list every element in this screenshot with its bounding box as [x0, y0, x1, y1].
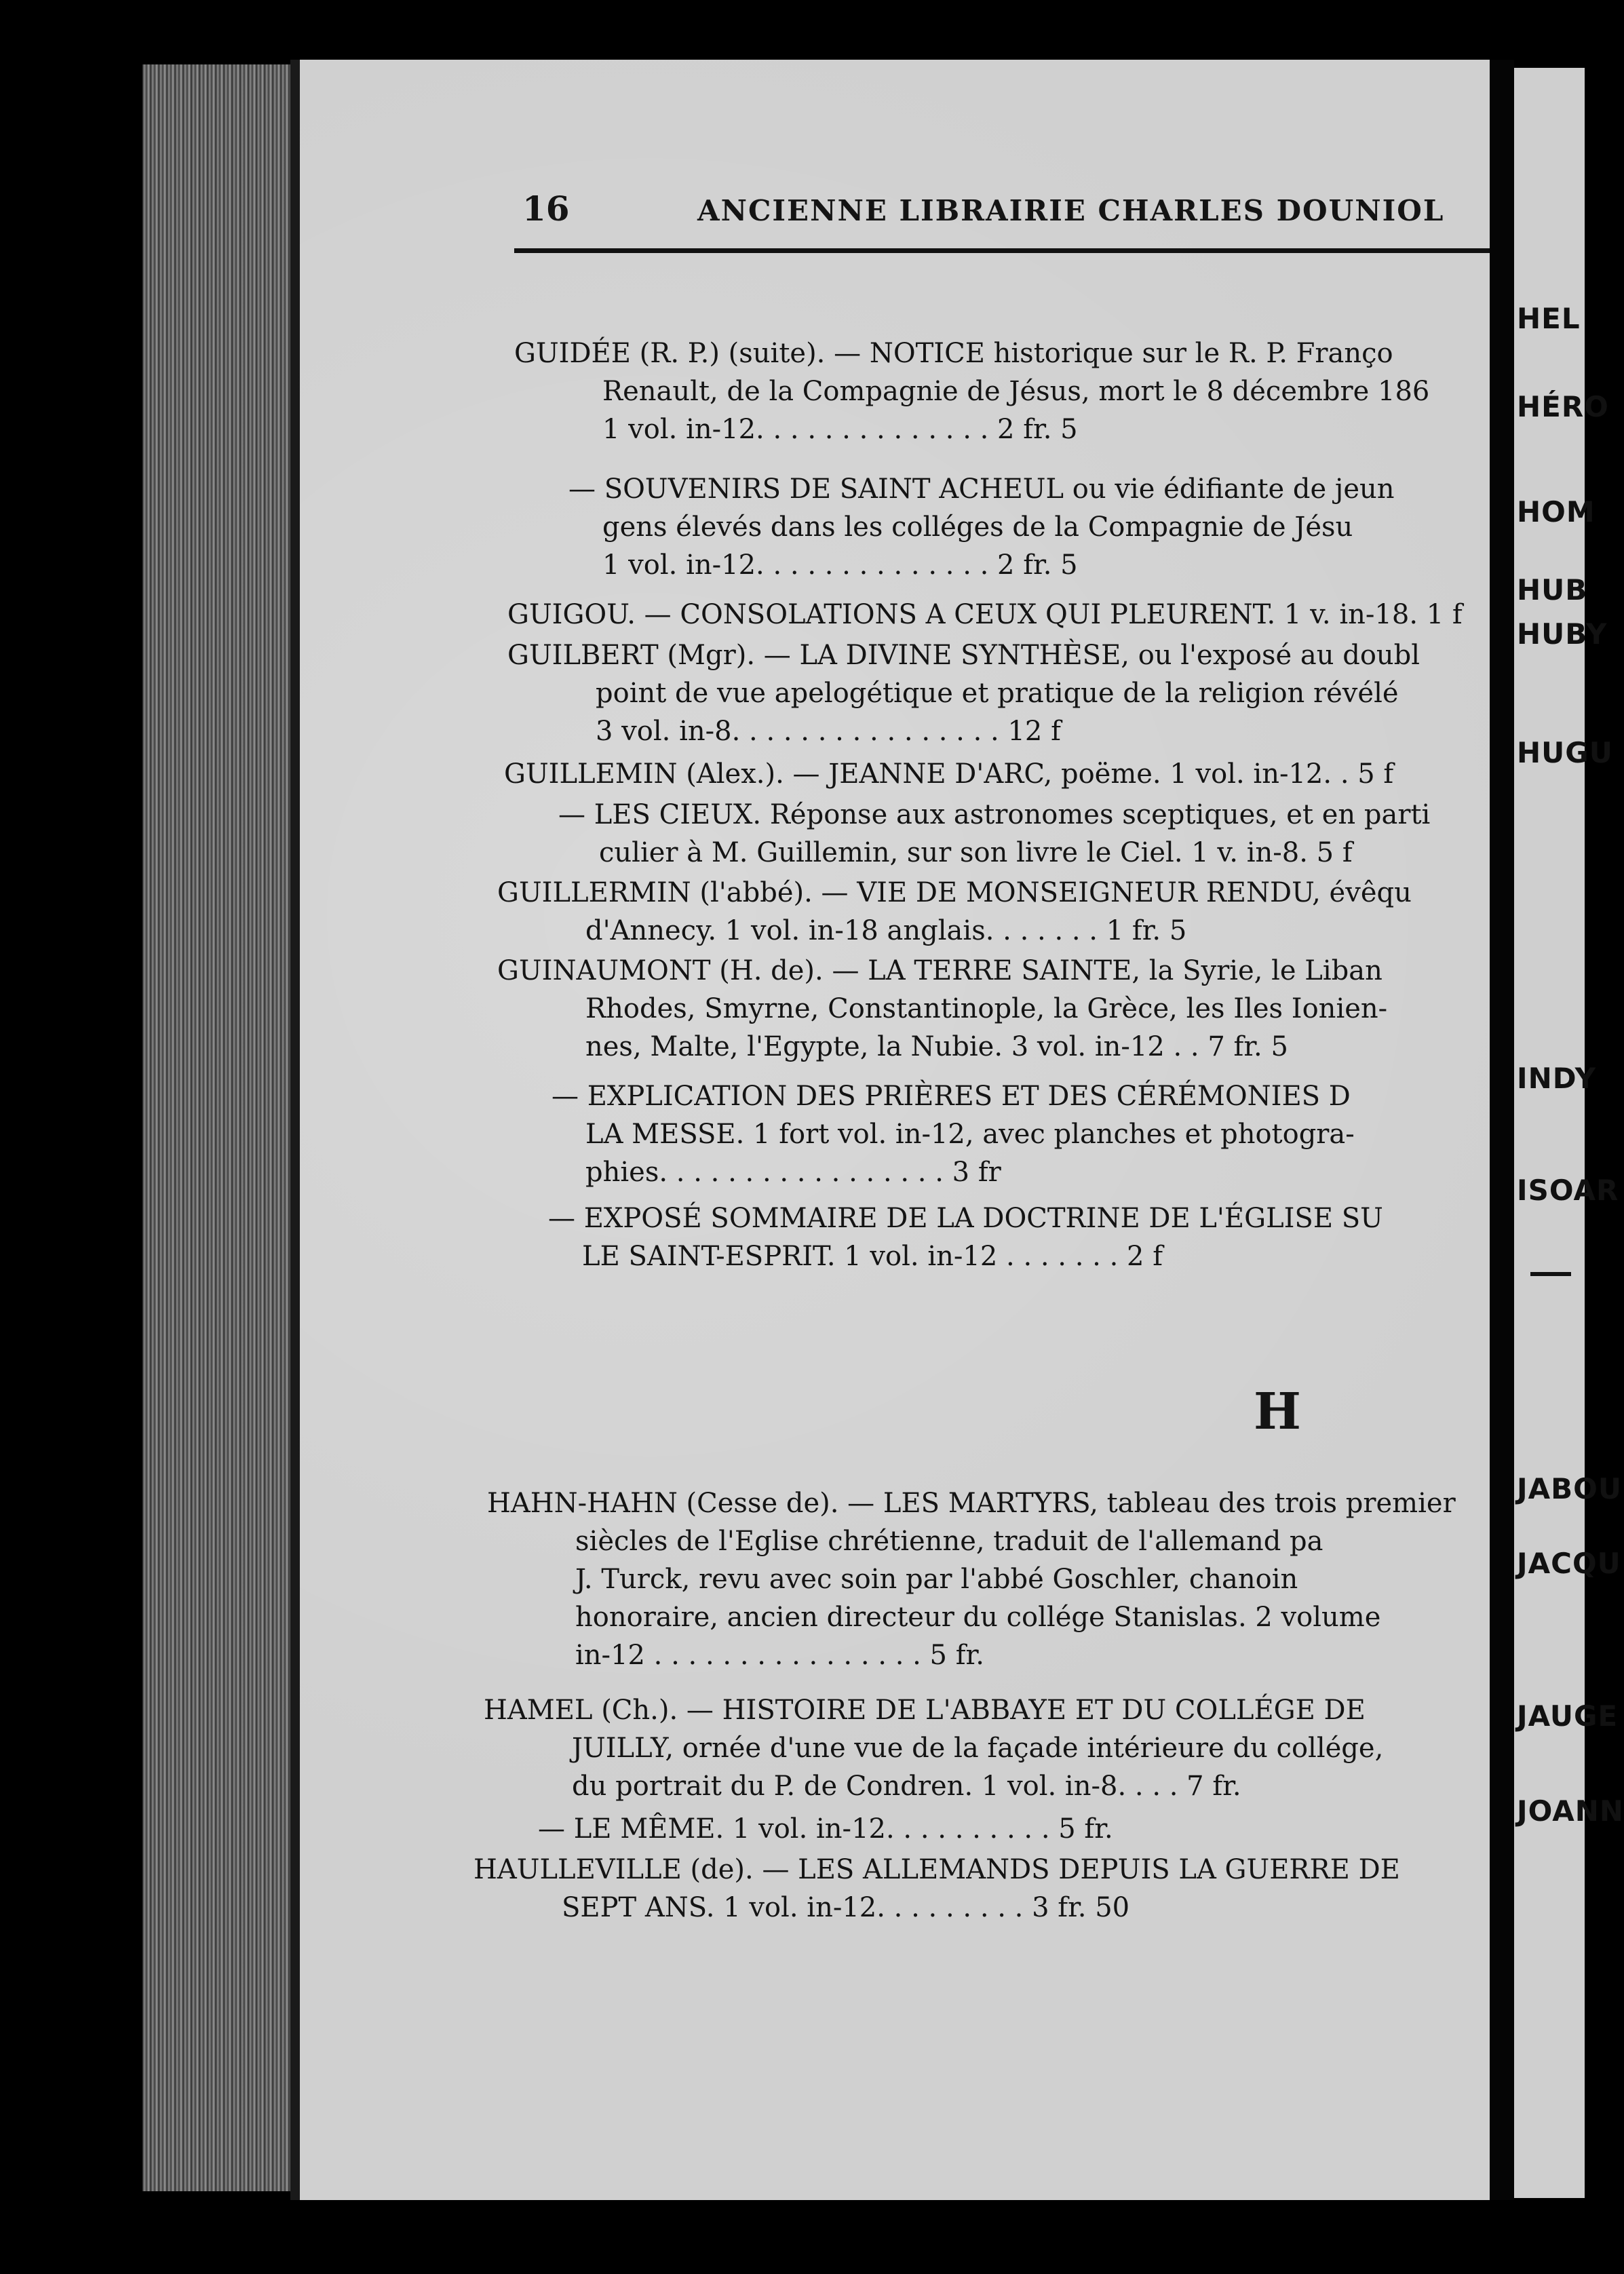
entry-line: — SOUVENIRS DE SAINT ACHEUL ou vie édifiante de jeun	[568, 474, 1395, 505]
entry-line: point de vue apelogétique et pratique de la religion révélé	[596, 678, 1399, 709]
adjacent-word: INDY	[1517, 1062, 1596, 1095]
entry-line: Renault, de la Compagnie de Jésus, mort le 8 décembre 186	[602, 376, 1430, 407]
entry-line: SEPT ANS. 1 vol. in-12. . . . . . . . . 3 fr. 50	[562, 1892, 1130, 1923]
adjacent-word: HUBY	[1517, 617, 1608, 651]
entry-line: phies. . . . . . . . . . . . . . . . . 3 fr	[585, 1157, 1001, 1188]
entry-line: 1 vol. in-12. . . . . . . . . . . . . . 2 fr. 5	[602, 550, 1078, 581]
entry-line: GUILBERT (Mgr). — LA DIVINE SYNTHÈSE, ou l'exposé au doubl	[507, 640, 1420, 671]
entry-line: JUILLY, ornée d'une vue de la façade intérieure du collége,	[572, 1733, 1384, 1764]
adjacent-page	[1514, 68, 1624, 2198]
adjacent-word: ISOAR	[1517, 1174, 1619, 1207]
entry-line: GUILLERMIN (l'abbé). — VIE DE MONSEIGNEUR RENDU, évêqu	[497, 877, 1412, 908]
entry-line: d'Annecy. 1 vol. in-18 anglais. . . . . . . 1 fr. 5	[585, 915, 1187, 946]
entry-le-meme	[538, 1810, 1113, 1848]
adjacent-word: HOM	[1517, 495, 1596, 528]
entry-expose-sommaire	[548, 1199, 1383, 1275]
adjacent-word: HÉRO	[1517, 390, 1609, 423]
page-left-edge	[290, 60, 300, 2200]
entry-explication-prieres	[552, 1077, 1355, 1191]
entry-line: GUINAUMONT (H. de). — LA TERRE SAINTE, la Syrie, le Liban	[497, 955, 1383, 986]
catalog-page	[290, 60, 1490, 2200]
section-letter: H	[1254, 1383, 1301, 1441]
adjacent-dash	[1530, 1272, 1571, 1276]
header-rule	[514, 248, 1494, 253]
entry-line: — EXPOSÉ SOMMAIRE DE LA DOCTRINE DE L'ÉGLISE SU	[548, 1203, 1383, 1234]
entry-line: GUILLEMIN (Alex.). — JEANNE D'ARC, poëme. 1 vol. in-12. . 5 f	[504, 758, 1394, 790]
entry-line: HAHN-HAHN (Cesse de). — LES MARTYRS, tableau des trois premier	[487, 1488, 1456, 1519]
entry-line: siècles de l'Eglise chrétienne, traduit de l'allemand pa	[575, 1526, 1323, 1557]
book-page-stack	[142, 64, 293, 2191]
entry-souvenirs-saint-acheul	[568, 470, 1395, 584]
entry-haulleville	[473, 1851, 1400, 1927]
entry-line: HAULLEVILLE (de). — LES ALLEMANDS DEPUIS LA GUERRE DE	[473, 1854, 1400, 1885]
page-number: 16	[522, 189, 570, 229]
entry-line: in-12 . . . . . . . . . . . . . . . . 5 fr.	[575, 1640, 984, 1671]
entry-line: culier à M. Guillemin, sur son livre le Ciel. 1 v. in-8. 5 f	[599, 837, 1353, 868]
entry-hahn-hahn	[487, 1484, 1456, 1674]
entry-guilbert	[507, 636, 1420, 750]
adjacent-word: JOANN	[1517, 1794, 1624, 1828]
entry-line: 3 vol. in-8. . . . . . . . . . . . . . . . 12 f	[596, 716, 1061, 747]
entry-line: du portrait du P. de Condren. 1 vol. in-8. . . . 7 fr.	[572, 1771, 1241, 1802]
entry-line: — LES CIEUX. Réponse aux astronomes sceptiques, et en parti	[558, 799, 1431, 830]
adjacent-word: JACQU	[1517, 1547, 1621, 1580]
book-gutter	[1490, 60, 1514, 2200]
entry-guillermin	[497, 874, 1412, 950]
entry-line: LE SAINT-ESPRIT. 1 vol. in-12 . . . . . . . 2 f	[582, 1241, 1163, 1272]
entry-line: GUIDÉE (R. P.) (suite). — NOTICE historique sur le R. P. Franço	[514, 338, 1393, 369]
entry-guidee-notice	[514, 334, 1429, 448]
adjacent-word: HEL	[1517, 302, 1581, 335]
entry-line: HAMEL (Ch.). — HISTOIRE DE L'ABBAYE ET DU COLLÉGE DE	[484, 1695, 1366, 1726]
entry-guigou	[507, 596, 1463, 634]
entry-line: gens élevés dans les colléges de la Compagnie de Jésu	[602, 512, 1353, 543]
entry-line: honoraire, ancien directeur du collége Stanislas. 2 volume	[575, 1602, 1381, 1633]
entry-line: — LE MÊME. 1 vol. in-12. . . . . . . . . . 5 fr.	[538, 1813, 1113, 1845]
entry-line: nes, Malte, l'Egypte, la Nubie. 3 vol. in-12 . . 7 fr. 5	[585, 1031, 1288, 1062]
entry-line: LA MESSE. 1 fort vol. in-12, avec planches et photogra-	[585, 1119, 1355, 1150]
entry-guillemin-jeanne	[504, 755, 1393, 793]
entry-line: Rhodes, Smyrne, Constantinople, la Grèce, les Iles Ionien-	[585, 993, 1388, 1024]
entry-line: — EXPLICATION DES PRIÈRES ET DES CÉRÉMONIES D	[552, 1081, 1351, 1112]
adjacent-word: JABOU	[1517, 1472, 1622, 1505]
entry-line: GUIGOU. — CONSOLATIONS A CEUX QUI PLEURENT. 1 v. in-18. 1 f	[507, 599, 1463, 630]
adjacent-word: JAUGE	[1517, 1699, 1619, 1733]
entry-guillemin-cieux	[558, 796, 1430, 872]
adjacent-word: HUGU	[1517, 736, 1613, 769]
running-title: ANCIENNE LIBRAIRIE CHARLES DOUNIOL	[697, 194, 1445, 227]
adjacent-word: HUB	[1517, 573, 1588, 606]
entry-guinaumont	[497, 952, 1387, 1066]
entry-hamel	[484, 1691, 1383, 1805]
entry-line: 1 vol. in-12. . . . . . . . . . . . . . 2 fr. 5	[602, 414, 1078, 445]
entry-line: J. Turck, revu avec soin par l'abbé Goschler, chanoin	[575, 1564, 1298, 1595]
